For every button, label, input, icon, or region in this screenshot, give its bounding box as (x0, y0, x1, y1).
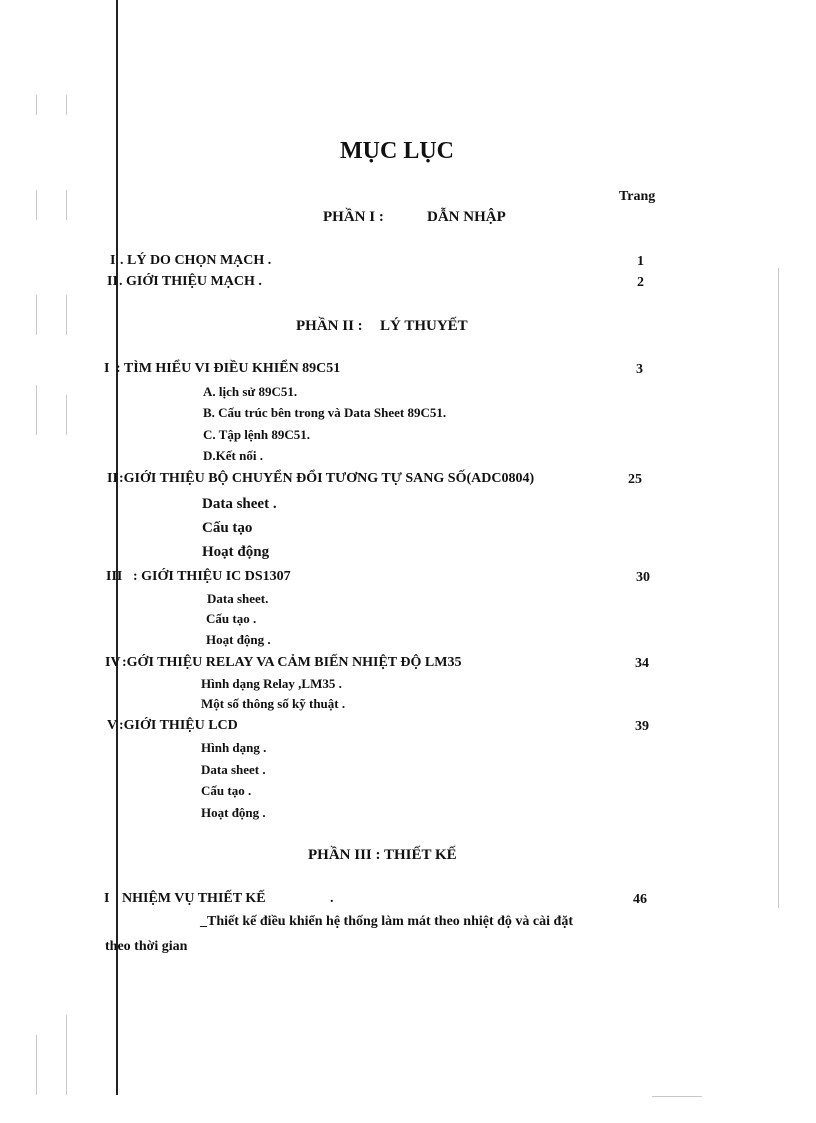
page-column-header: Trang (619, 189, 656, 204)
faint-edge-line (36, 95, 37, 115)
faint-edge-line (36, 385, 37, 435)
toc-item-title: . GIỚI THIỆU MẠCH . (119, 274, 262, 289)
toc-item-number: V (107, 718, 118, 733)
faint-edge-line (36, 190, 37, 220)
toc-subitem: Hoạt động . (206, 632, 271, 647)
toc-subitem: C. Tập lệnh 89C51. (203, 427, 311, 442)
toc-item-title: : TÌM HIỂU VI ĐIỀU KHIỂN 89C51 (116, 361, 341, 376)
toc-item-description: _Thiết kế điều khiển hệ thống làm mát theo nhiệt độ và cài đặt (200, 914, 573, 929)
toc-item-dot: . (330, 891, 334, 906)
toc-item-page: 1 (637, 254, 644, 269)
toc-item-number: II (107, 274, 118, 289)
toc-item-number: I (104, 891, 110, 906)
toc-item-number: I (104, 361, 110, 376)
faint-edge-line (36, 1035, 37, 1095)
faint-edge-line (66, 95, 67, 115)
part-1-name: DẪN NHẬP (427, 209, 506, 225)
toc-subitem: Hình dạng Relay ,LM35 . (201, 676, 342, 691)
toc-item-title: :GIỚI THIỆU BỘ CHUYỂN ĐỔI TƯƠNG TỰ SANG SỐ(ADC0804) (119, 471, 535, 486)
toc-subitem: Data sheet . (201, 762, 266, 777)
toc-item-page: 39 (635, 719, 649, 734)
toc-item-title: :GỚI THIỆU RELAY VA CẢM BIẾN NHIỆT ĐỘ LM35 (122, 655, 462, 670)
part-2-name: LÝ THUYẾT (380, 318, 468, 334)
toc-item-description: theo thời gian (105, 939, 188, 954)
toc-item-page: 34 (635, 656, 649, 671)
toc-item-number: IV (105, 655, 121, 670)
faint-edge-line (36, 295, 37, 335)
part-2-label: PHẦN II : (296, 318, 363, 334)
toc-subitem: Cấu tạo . (201, 783, 252, 798)
toc-item-page: 46 (633, 892, 647, 907)
toc-subitem: Hoạt động . (201, 805, 266, 820)
toc-item-title: . LÝ DO CHỌN MẠCH . (120, 253, 272, 268)
toc-item-number: II (107, 471, 118, 486)
toc-item-page: 3 (636, 362, 643, 377)
toc-subitem: Cấu tạo . (206, 611, 257, 626)
toc-subitem: Cấu tạo (202, 520, 253, 536)
toc-item-number: I (110, 253, 116, 268)
toc-subitem: Data sheet . (202, 496, 277, 512)
toc-subitem: Hình dạng . (201, 740, 267, 755)
toc-item-title: :GIỚI THIỆU LCD (119, 718, 238, 733)
page-title: MỤC LỤC (340, 138, 454, 164)
faint-edge-line (66, 1015, 67, 1095)
toc-item-page: 2 (637, 275, 644, 290)
part-1-label: PHẦN I : (323, 209, 384, 225)
faint-edge-line (778, 268, 779, 908)
faint-edge-line (66, 190, 67, 220)
toc-subitem: Một số thông số kỹ thuật . (201, 696, 346, 711)
faint-edge-line (652, 1096, 702, 1097)
toc-item-page: 30 (636, 570, 650, 585)
toc-subitem: Hoạt động (202, 544, 270, 560)
toc-item-title: : GIỚI THIỆU IC DS1307 (133, 569, 291, 584)
faint-edge-line (66, 395, 67, 435)
toc-subitem: A. lịch sử 89C51. (203, 384, 298, 399)
toc-item-number: III (106, 569, 123, 584)
toc-item-title: NHIỆM VỤ THIẾT KẾ (122, 891, 266, 906)
part-3-label: PHẦN III : THIẾT KẾ (308, 847, 457, 863)
toc-item-page: 25 (628, 472, 642, 487)
toc-subitem: Data sheet. (207, 591, 269, 606)
toc-subitem: D.Kết nối . (203, 448, 263, 463)
faint-edge-line (66, 295, 67, 335)
toc-subitem: B. Cấu trúc bên trong và Data Sheet 89C51. (203, 405, 447, 420)
left-margin-line (116, 0, 118, 1095)
